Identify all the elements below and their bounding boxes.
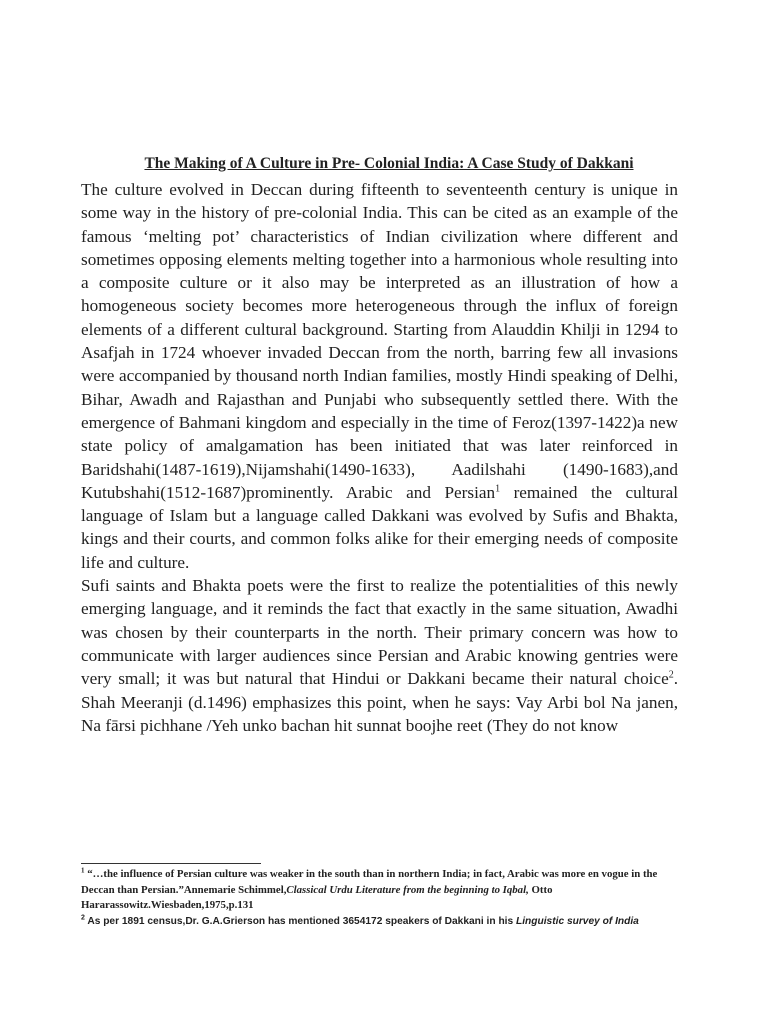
body-paragraph-2 [81,574,678,737]
footnote-1 [81,867,681,914]
paragraph-1-text-continued: remained the cultural language of Islam but a language called Dakkani was evolved by Sufis and Bhakta, kings and their courts, and common folks alike for their emerging needs of composite life and culture. [81,482,678,572]
footnote-separator [81,863,261,864]
footnote-2 [81,914,681,930]
paragraph-1-text: The culture evolved in Deccan during fifteenth to seventeenth century is unique in some way in the history of pre-colonial India. This can be cited as an example of the famous ‘melting pot’ characteristics of Indian civilization where different and sometimes opposing elements melting together into a harmonious whole resulting into a composite culture or it also may be interpreted as an illustration of how a homogeneous society becomes more heterogeneous through the influx of foreign elements of a different cultural background. Starting from Alauddin Khilji in 1294 to Asafjah in 1724 whoever invaded Deccan from the north, barring few all invasions were accompanied by thousand north Indian families, mostly Hindi speaking of Delhi, Bihar, Awadh and Rajasthan and Punjabi who subsequently settled there. With the emergence of Bahmani kingdom and especially in the time of Feroz(1397-1422)a new state policy of amalgamation has been initiated that was later reinforced in Baridshahi(1487-1619),Nijamshahi(1490-1633), Aadilshahi (1490-1683),and Kutubshahi(1512-1687)prominently. Arabic and Persian [81,180,678,502]
paragraph-2-text-continued: . Shah Meeranji (d.1496) emphasizes this point, when he says: Vay Arbi bol Na janen, Na fārsi pichhane /Yeh unko bachan hit sunnat boojhe reet (They do not know [81,669,678,735]
footnote-1-publisher: Otto Hararassowitz.Wiesbaden,1975,p.131 [81,883,553,912]
footnote-1-number: 1 [81,866,85,875]
footnote-ref-2[interactable]: 2 [668,669,674,681]
footnote-2-text: As per 1891 census,Dr. G.A.Grierson has mentioned 3654172 speakers of Dakkani in his [84,915,516,927]
document-title: The Making of A Culture in Pre- Colonial India: A Case Study of Dakkani [144,155,634,172]
body-paragraph-1 [81,178,678,574]
footnote-2-number: 2 [81,914,85,922]
footnote-2-book-title: Linguistic survey of India [516,915,639,927]
footnote-1-book-title: Classical Urdu Literature from the beginning to Iqbal, [286,883,529,896]
footnote-ref-1[interactable]: 1 [495,483,501,495]
paragraph-2-text: Sufi saints and Bhakta poets were the first to realize the potentialities of this newly emerging language, and it reminds the fact that exactly in the same situation, Awadhi was chosen by their counterparts in the north. Their primary concern was how to communicate with larger audiences since Persian and Arabic knowing gentries were very small; it was but natural that Hindui or Dakkani became their natural choice [81,576,678,689]
footnotes [81,867,681,929]
document-body [81,178,678,737]
footnote-1-text: “…the influence of Persian culture was weaker in the south than in northern India; in fact, Arabic was more en vogue in the Deccan than Persian.”Annemarie Schimmel, [81,868,658,896]
